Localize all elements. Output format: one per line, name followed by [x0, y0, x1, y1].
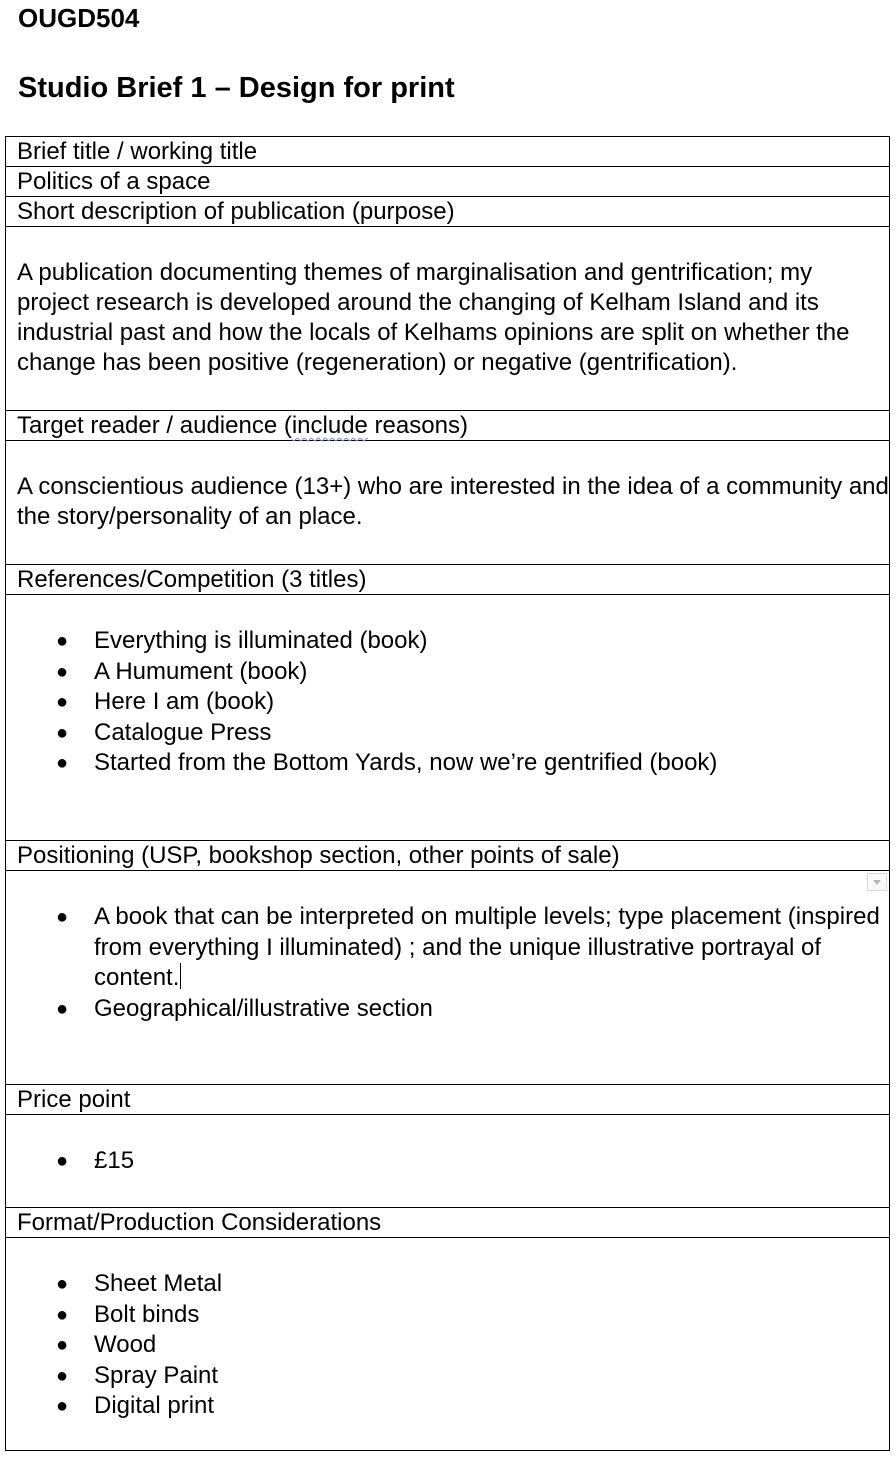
format-label[interactable]: Format/Production Considerations: [6, 1208, 890, 1238]
text-cursor: [180, 963, 181, 989]
audience-label-start: Target reader / audience (: [17, 412, 292, 439]
positioning-label[interactable]: Positioning (USP, bookshop section, other points of sale): [6, 841, 890, 871]
format-item: ● Wood: [17, 1330, 889, 1361]
price-item: ● £15: [17, 1146, 889, 1177]
audience-cell[interactable]: [6, 441, 890, 565]
positioning-item: [17, 902, 889, 994]
format-item: ● Spray Paint: [17, 1361, 889, 1392]
document-title: Studio Brief 1 – Design for print: [18, 72, 455, 104]
comment-dropdown-icon[interactable]: [867, 873, 887, 891]
positioning-list: [17, 871, 889, 1024]
brief-title-label[interactable]: Brief title / working title: [6, 137, 890, 167]
format-item: ● Digital print: [17, 1391, 889, 1422]
positioning-item: ● Geographical/illustrative section: [17, 994, 889, 1025]
description-label[interactable]: Short description of publication (purpose): [6, 197, 890, 227]
reference-item: ● Everything is illuminated (book): [17, 626, 889, 657]
brief-title-value[interactable]: Politics of a space: [6, 167, 890, 197]
positioning-cell[interactable]: [6, 871, 890, 1085]
course-code: OUGD504: [18, 3, 140, 33]
reference-item: ● Here I am (book): [17, 687, 889, 718]
references-list: [17, 595, 889, 779]
format-item: ● Sheet Metal: [17, 1269, 889, 1300]
format-item: ● Bolt binds: [17, 1300, 889, 1331]
references-cell[interactable]: [6, 595, 890, 841]
spellcheck-word[interactable]: include: [291, 412, 368, 439]
price-list: [17, 1115, 889, 1177]
price-label[interactable]: Price point: [6, 1085, 890, 1115]
format-list: [17, 1238, 889, 1422]
description-cell[interactable]: [6, 227, 890, 411]
reference-item: ● A Humument (book): [17, 657, 889, 688]
audience-label-end: reasons): [367, 412, 468, 439]
audience-label[interactable]: [6, 411, 890, 441]
format-cell[interactable]: [6, 1238, 890, 1451]
references-label[interactable]: References/Competition (3 titles): [6, 565, 890, 595]
price-cell[interactable]: [6, 1115, 890, 1208]
brief-table: [5, 136, 890, 1451]
positioning-text: A book that can be interpreted on multiple levels; type placement (inspired from everything I illuminated) ; and the unique illustrative portrayal of content.: [94, 903, 880, 991]
description-text: A publication documenting themes of marginalisation and gentrification; my project research is developed around the changing of Kelham Island and its industrial past and how the locals of Kelhams opinions are split on whether the change has been positive (regeneration) or negative (gentrification).: [17, 259, 850, 376]
audience-text: A conscientious audience (13+) who are interested in the idea of a community and the story/personality of an place.: [17, 473, 889, 530]
reference-item: ● Started from the Bottom Yards, now we’re gentrified (book): [17, 748, 889, 779]
reference-item: ● Catalogue Press: [17, 718, 889, 749]
